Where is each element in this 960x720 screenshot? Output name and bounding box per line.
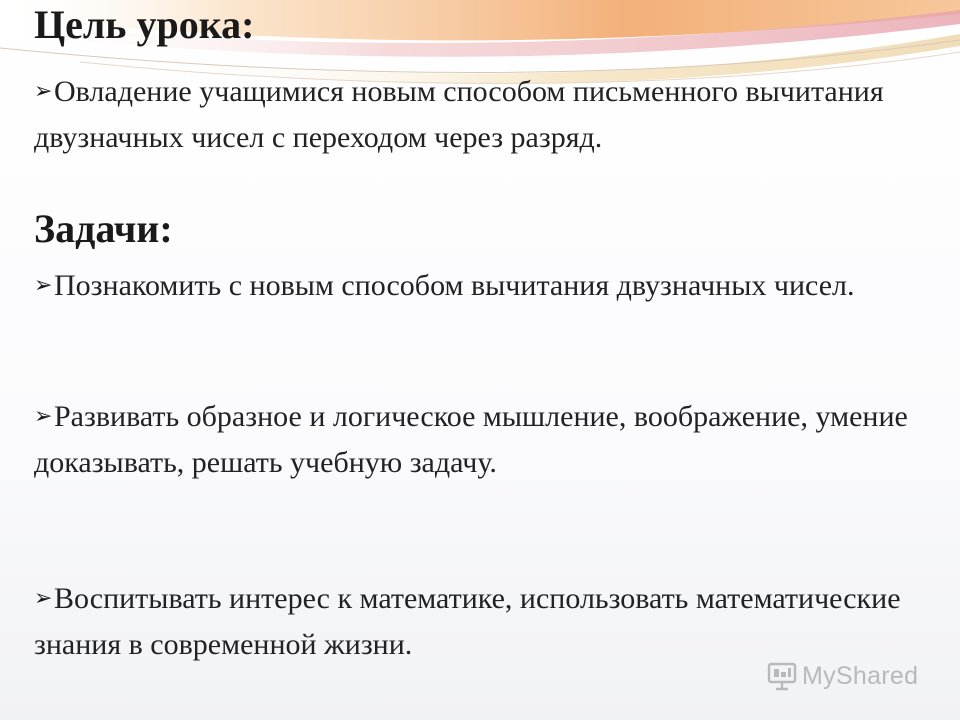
lesson-goal-title: Цель урока: [34, 2, 255, 47]
task-item [34, 394, 914, 486]
goal-text: Овладение учащимися новым способом письменного вычитания двузначных чисел с переходом через разряд. [34, 75, 884, 154]
task-text: Развивать образное и логическое мышление, воображение, умение доказывать, решать учебную задачу. [34, 400, 908, 479]
watermark-text: MyShared [802, 661, 919, 690]
arrow-bullet-icon: ➢ [34, 79, 53, 104]
arrow-bullet-icon: ➢ [34, 273, 53, 298]
presentation-board-icon [766, 660, 798, 692]
arrow-bullet-icon: ➢ [34, 404, 53, 429]
myshared-watermark [766, 656, 918, 696]
task-text: Воспитывать интерес к математике, использовать математические знания в современной жизни. [34, 582, 901, 661]
task-text: Познакомить с новым способом вычитания двузначных чисел. [54, 269, 855, 302]
lesson-goal-text [34, 69, 914, 161]
task-item [34, 576, 914, 668]
arrow-bullet-icon: ➢ [34, 586, 53, 611]
task-item [34, 263, 914, 309]
tasks-heading: Задачи: [34, 206, 173, 251]
